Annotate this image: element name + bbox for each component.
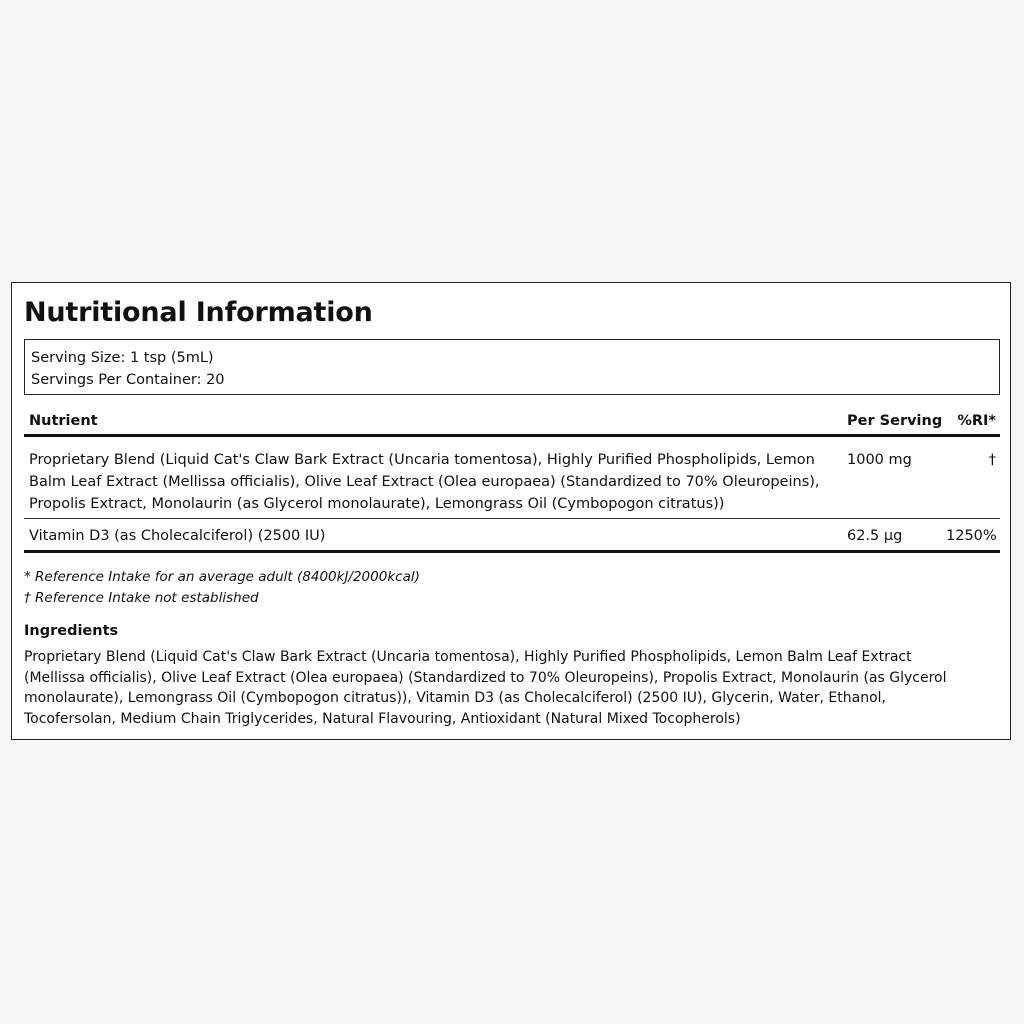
footnote-reference-intake: * Reference Intake for an average adult (8400kJ/2000kcal): [24, 569, 420, 585]
nutrient-name: Vitamin D3 (as Cholecalciferol) (2500 IU): [29, 528, 326, 544]
per-serving-value: 62.5 µg: [847, 528, 903, 544]
table-header-row: [24, 406, 1000, 437]
ingredients-heading: Ingredients: [24, 623, 119, 639]
panel-title: Nutritional Information: [24, 297, 373, 328]
ri-value: 1250%: [946, 528, 997, 544]
footnote-not-established: † Reference Intake not established: [24, 590, 259, 606]
serving-info-box: [24, 339, 1000, 395]
table-row: [24, 519, 1000, 553]
header-nutrient: Nutrient: [29, 413, 98, 429]
serving-size: Serving Size: 1 tsp (5mL): [31, 350, 214, 366]
header-ri: %RI*: [957, 413, 996, 429]
servings-per-container: Servings Per Container: 20: [31, 372, 225, 388]
header-per-serving: Per Serving: [847, 413, 943, 429]
per-serving-value: 1000 mg: [847, 452, 912, 468]
ingredients-text: Proprietary Blend (Liquid Cat's Claw Bark Extract (Uncaria tomentosa), Highly Purified Phospholipids, Lemon Balm Leaf Extract (Mellissa officialis), Olive Leaf Extract (Olea europaea) (Standardized to 70% Oleuropeins), Propolis Extract, Monolaurin (as Glycerol monolaurate), Lemongrass Oil (Cymbopogon citratus)), Vitamin D3 (as Cholecalciferol) (2500 IU), Glycerin, Water, Ethanol, Tocofersolan, Medium Chain Triglycerides, Natural Flavouring, Antioxidant (Natural Mixed Tocopherols): [24, 649, 947, 727]
nutrient-table: [24, 406, 1000, 553]
table-row: [24, 437, 1000, 519]
nutrient-name: Proprietary Blend (Liquid Cat's Claw Bark Extract (Uncaria tomentosa), Highly Purified Phospholipids, Lemon Balm Leaf Extract (Mellissa officialis), Olive Leaf Extract (Olea europaea) (Standardized to 70% Oleuropeins), Propolis Extract, Monolaurin (as Glycerol monolaurate), Lemongrass Oil (Cymbopogon citratus)): [29, 452, 820, 512]
ri-value: †: [988, 452, 996, 468]
nutrition-panel: [11, 282, 1011, 740]
footnotes: [24, 567, 420, 609]
